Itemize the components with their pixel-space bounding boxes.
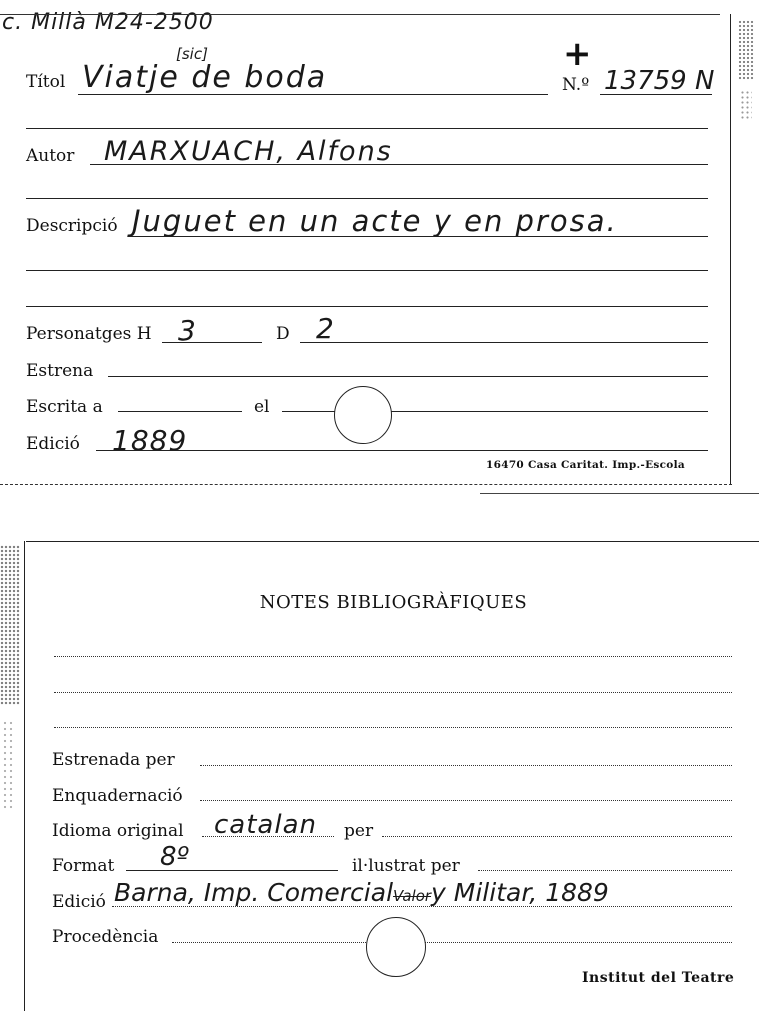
edicio2-value-end: y Militar, 1889 [431, 878, 609, 907]
notes-heading: NOTES BIBLIOGRÀFIQUES [259, 592, 528, 613]
edicio2-struck: Valor [393, 887, 432, 905]
personatges-d-value: 2 [316, 312, 334, 345]
printer-imprint: 16470 Casa Caritat. Imp.-Escola [486, 459, 685, 471]
format-value: 8º [160, 842, 189, 872]
institution-name: Institut del Teatre [582, 970, 735, 986]
procedencia-label: Procedència [52, 927, 159, 947]
descripcio-label: Descripció [26, 216, 118, 236]
archive-note: c. Millà M24-2500 [2, 10, 214, 35]
personatges-label: Personatges H [26, 324, 152, 344]
enquadernacio-label: Enquadernació [52, 786, 183, 806]
format-label: Format [52, 856, 115, 876]
personatges-d-label: D [276, 324, 290, 344]
card2-top-edge [26, 541, 759, 542]
autor-value: MARXUACH, Alfons [104, 136, 393, 167]
titol-value: Viatje de boda [82, 60, 328, 95]
sic-note: [sic] [176, 45, 208, 63]
el-label: el [254, 397, 270, 417]
titol-label: Títol [26, 72, 66, 92]
punch-hole-top [334, 386, 392, 444]
punch-hole-bottom [366, 917, 426, 977]
number-label: N.º [562, 75, 590, 95]
estrena-label: Estrena [26, 361, 94, 381]
cross-mark: + [563, 34, 592, 74]
per-label: per [344, 821, 374, 841]
edicio2-value-start: Barna, Imp. Comercial [114, 878, 394, 907]
escrita-label: Escrita a [26, 397, 103, 417]
edicio-label: Edició [26, 434, 80, 454]
idioma-value: catalan [214, 810, 317, 840]
number-value: 13759 N [604, 66, 715, 96]
descripcio-value: Juguet en un acte y en prosa. [132, 204, 618, 238]
card1-right-edge [730, 14, 731, 484]
card1-bottom-edge [0, 484, 732, 485]
autor-label: Autor [26, 146, 75, 166]
idioma-label: Idioma original [52, 821, 184, 841]
edicio-value: 1889 [112, 424, 188, 457]
illustrat-label: il·lustrat per [352, 856, 460, 876]
edicio2-value [114, 878, 609, 907]
estrenada-label: Estrenada per [52, 750, 175, 770]
edicio2-label: Edició [52, 892, 106, 912]
personatges-h-value: 3 [178, 314, 196, 347]
